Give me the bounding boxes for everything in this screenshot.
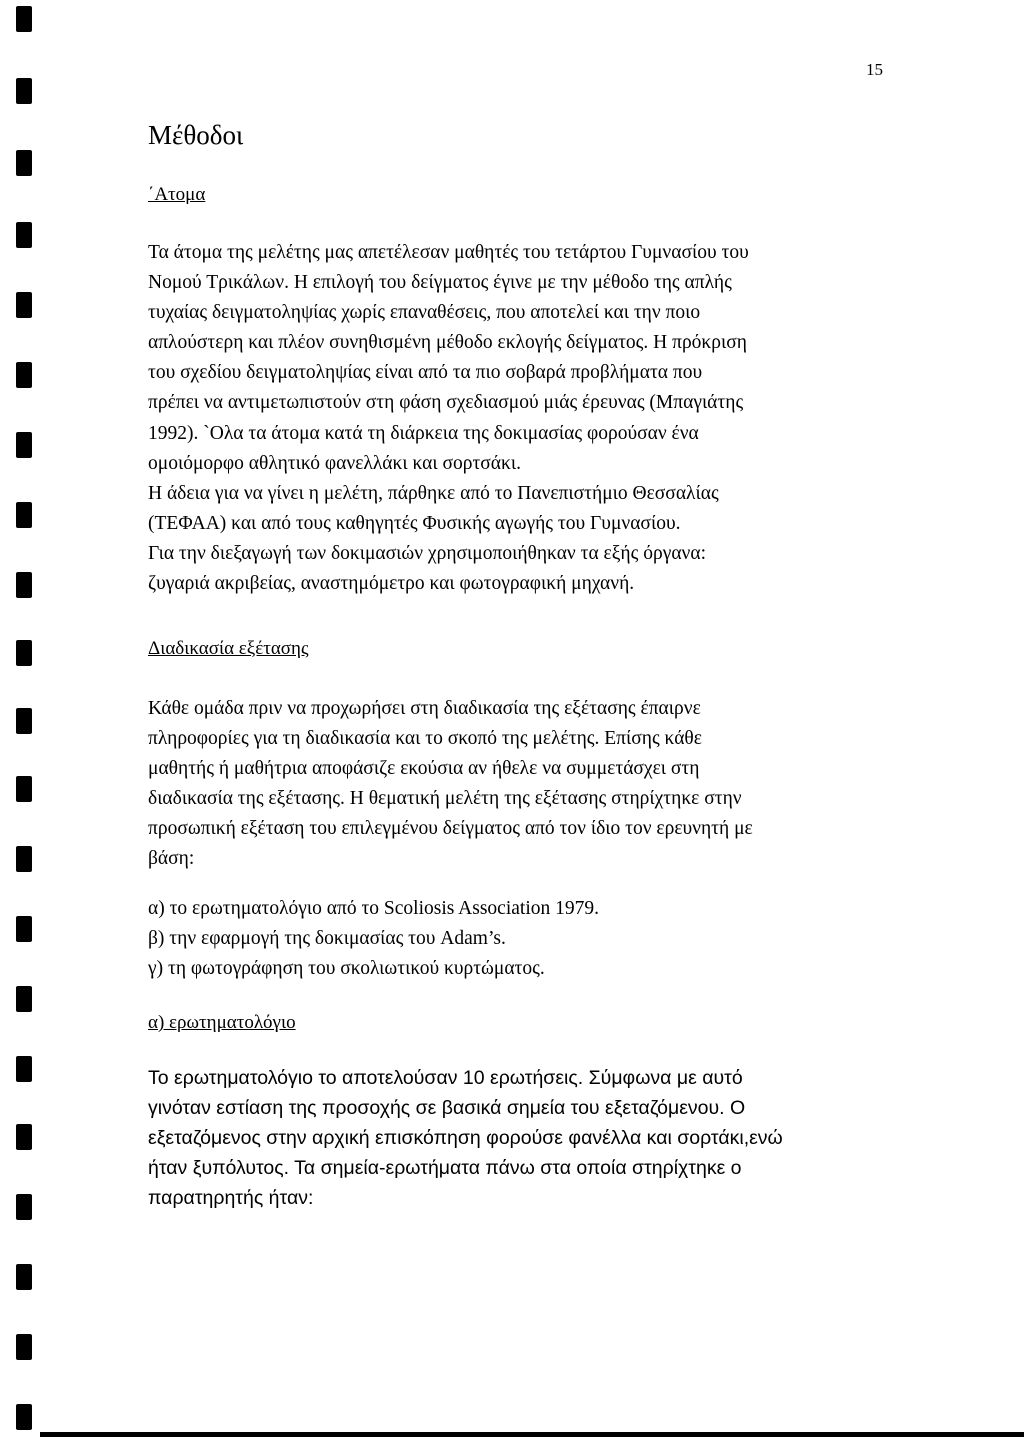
text-line: μαθητής ή μαθήτρια αποφάσιζε εκούσια αν ήθελε να συμμετάσχει στη: [148, 758, 700, 780]
page-bottom-rule: [40, 1432, 1024, 1437]
binding-hole: [16, 432, 32, 458]
paragraph-procedure: [148, 694, 753, 875]
binding-hole: [16, 362, 32, 388]
binding-hole: [16, 776, 32, 802]
binding-hole: [16, 708, 32, 734]
text-line: ήταν ξυπόλυτος. Τα σημεία-ερωτήματα πάνω στα οποία στηρίχτηκε ο: [148, 1157, 742, 1180]
text-line: του σχεδίου δειγματοληψίας είναι από τα πιο σοβαρά προβλήματα που: [148, 362, 703, 384]
binding-hole: [16, 150, 32, 176]
text-line: (ΤΕΦΑΑ) και από τους καθηγητές Φυσικής αγωγής του Γυμνασίου.: [148, 512, 681, 534]
page-number: 15: [866, 60, 883, 79]
heading-questionnaire: α) ερωτηματολόγιο: [148, 1012, 296, 1033]
binding-hole: [16, 1124, 32, 1150]
binding-hole: [16, 1334, 32, 1360]
binding-hole: [16, 502, 32, 528]
text-line: απλούστερη και πλέον συνηθισμένη μέθοδο εκλογής δείγματος. Η πρόκριση: [148, 332, 747, 354]
text-line: Τα άτομα της μελέτης μας απετέλεσαν μαθητές του τετάρτου Γυμνασίου του: [148, 242, 749, 263]
text-line: γινόταν εστίαση της προσοχής σε βασικά σημεία του εξεταζόμενου. Ο: [148, 1097, 746, 1120]
text-line: Η άδεια για να γίνει η μελέτη, πάρθηκε από το Πανεπιστήμιο Θεσσαλίας: [148, 482, 719, 504]
binding-hole: [16, 6, 32, 32]
text-line: Το ερωτηματολόγιο το αποτελούσαν 10 ερωτήσεις. Σύμφωνα με αυτό: [148, 1067, 743, 1089]
text-line: Νομού Τρικάλων. Η επιλογή του δείγματος έγινε με την μέθοδο της απλής: [148, 272, 732, 294]
text-line: πληροφορίες για τη διαδικασία και το σκοπό της μελέτης. Επίσης κάθε: [148, 728, 702, 750]
text-line: προσωπική εξέταση του επιλεγμένου δείγματος από τον ίδιο τον ερευνητή με: [148, 818, 753, 840]
binding-hole: [16, 916, 32, 942]
binding-hole: [16, 572, 32, 598]
text-line: ζυγαριά ακριβείας, αναστημόμετρο και φωτογραφική μηχανή.: [148, 573, 635, 595]
heading-atoma: ΄Ατομα: [148, 184, 206, 205]
binding-hole: [16, 222, 32, 248]
text-line: Για την διεξαγωγή των δοκιμασιών χρησιμοποιήθηκαν τα εξής όργανα:: [148, 542, 706, 564]
text-line: Κάθε ομάδα πριν να προχωρήσει στη διαδικασία της εξέτασης έπαιρνε: [148, 698, 701, 719]
text-line: εξεταζόμενος στην αρχική επισκόπηση φορούσε φανέλλα και σορτάκι,ενώ: [148, 1127, 783, 1150]
list-item: β) την εφαρμογή της δοκιμασίας του Adam’s.: [148, 928, 506, 950]
text-line: παρατηρητής ήταν:: [148, 1187, 314, 1210]
paragraph-atoma: [148, 238, 749, 599]
list-item: γ) τη φωτογράφηση του σκολιωτικού κυρτώματος.: [148, 958, 545, 980]
binding-hole: [16, 640, 32, 666]
binding-hole: [16, 292, 32, 318]
text-line: πρέπει να αντιμετωπιστούν στη φάση σχεδιασμού μιάς έρευνας (Μπαγιάτης: [148, 392, 744, 414]
paragraph-questionnaire: [148, 1063, 783, 1213]
text-line: 1992). `Ολα τα άτομα κατά τη διάρκεια της δοκιμασίας φορούσαν ένα: [148, 422, 699, 444]
binding-hole: [16, 986, 32, 1012]
binding-hole: [16, 1404, 32, 1430]
binding-hole: [16, 846, 32, 872]
text-line: ομοιόμορφο αθλητικό φανελλάκι και σορτσάκι.: [148, 452, 521, 474]
binding-hole: [16, 1194, 32, 1220]
binding-hole: [16, 1264, 32, 1290]
method-list: [148, 894, 599, 984]
section-title: Μέθοδοι: [148, 120, 244, 150]
binding-hole: [16, 78, 32, 104]
text-line: διαδικασία της εξέτασης. Η θεματική μελέτη της εξέτασης στηρίχτηκε στην: [148, 788, 742, 810]
binding-hole: [16, 1056, 32, 1082]
binding-edge: [14, 0, 38, 1445]
text-line: βάση:: [148, 848, 195, 870]
heading-procedure: Διαδικασία εξέτασης: [148, 638, 309, 659]
list-item: α) το ερωτηματολόγιο από το Scoliosis Association 1979.: [148, 898, 599, 919]
text-line: τυχαίας δειγματοληψίας χωρίς επαναθέσεις, που αποτελεί και την ποιο: [148, 302, 701, 324]
